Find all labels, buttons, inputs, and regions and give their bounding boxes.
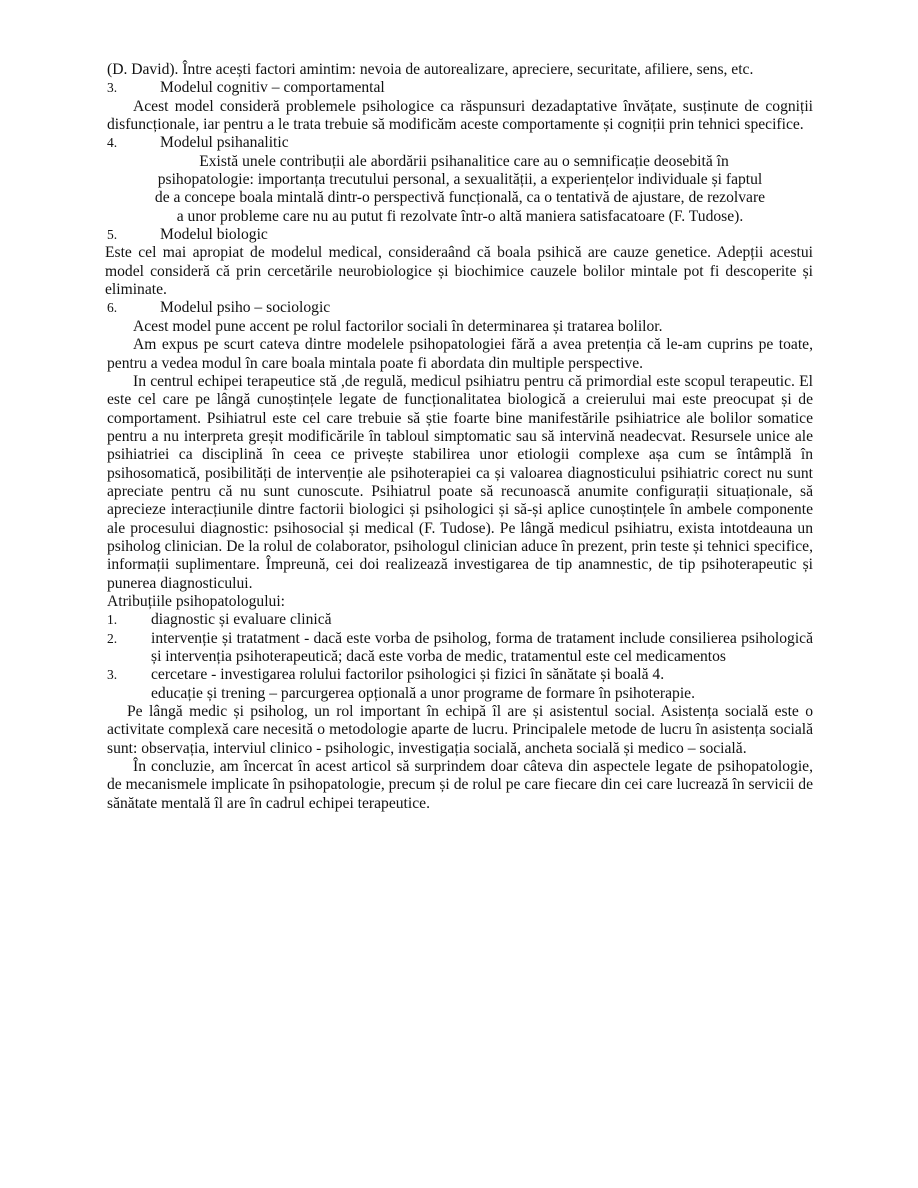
section-body: Acest model consideră problemele psihologice ca răspunsuri dezadaptative învățate, susținute de cogniții disfuncționale, iar pentru a le trata trebuie să modificăm aceste comportamente și cogniții prin tehnici specifice.	[107, 97, 813, 134]
section-title: Modelul psihanalitic	[160, 134, 289, 152]
section-title: Modelul cognitiv – comportamental	[160, 79, 385, 97]
centered-line: Există unele contribuții ale abordării psihanalitice care au o semnificație deosebită în	[199, 152, 729, 170]
section-body: Acest model pune accent pe rolul factorilor sociali în determinarea și tratarea bolilor.	[133, 317, 663, 335]
section-heading	[107, 299, 813, 317]
section-title: Modelul psiho – sociologic	[160, 299, 331, 317]
attribution-item	[107, 611, 813, 629]
centered-line: de a concepe boala mintală dintr-o perspectivă funcțională, ca o tentativă de ajustare, de rezolvare	[154, 189, 766, 207]
item-text: cercetare - investigarea rolului factorilor psihologici și fizici în sănătate și boală 4.	[151, 666, 665, 684]
section-body-centered	[107, 153, 813, 226]
centered-line: psihopatologie: importanța trecutului personal, a sexualității, a experiențelor individuale și faptul	[157, 171, 763, 189]
item-text: intervenție și tratatment - dacă este vorba de psiholog, forma de tratament include consilierea psihologică și intervenția psihoterapeutică; dacă este vorba de medic, tratamentul este cel medicamentos	[151, 629, 813, 665]
section-heading	[107, 226, 813, 244]
section-number: 6.	[107, 300, 118, 316]
team-paragraph: In centrul echipei terapeutice stă ,de regulă, medicul psihiatru pentru că primordial este scopul terapeutic. El este cel care pe lângă cunoștințele legate de funcționalitatea biologică a creierului mai este preocupat și de comportament. Psihiatrul este cel care trebuie să știe foarte bine manifestările psihiatrice ale bolilor somatice pentru a nu interpreta greșit modificările în tabloul simptomatic sau să intervină neadecvat. Resursele unice ale psihiatriei ca disciplină în ceea ce privește stabilirea unor etiologii complexe așa cum se întâmplă în psihosomatică, posibilități de intervenție ale psihoterapiei ca și valoarea diagnosticului psihiatric corect nu sunt apreciate pentru că nu sunt cunoscute. Psihiatrul poate să recunoască anumite configurații situaționale, să aprecieze interacțiunile dintre factorii biologici și psihologici și să-și aplice cunoștințele în ambele componente ale procesului diagnostic: psihosocial și medical (F. Tudose). Pe lângă medicul psihiatru, exista intotdeauna un psiholog clinician. De la rolul de colaborator, psihologul clinician aduce în prezent, prin teste și tehnici specifice, informații suplimentare. Împreună, cei doi realizează investigarea de tip anamnestic, de tip psihoterapeutic și punerea diagnosticului.	[107, 372, 813, 592]
summary-paragraph: Am expus pe scurt cateva dintre modelele psihopatologiei fără a avea pretenția că le-am cuprins pe toate, pentru a vedea modul în care boala mintala poate fi abordata din multiple perspective.	[107, 336, 813, 372]
centered-line: a unor probleme care nu au putut fi rezolvate într-o altă maniera satisfacatoare (F. Tudose).	[176, 207, 744, 225]
section-title: Modelul biologic	[160, 226, 268, 244]
item-text: diagnostic și evaluare clinică	[151, 611, 332, 629]
attribution-item	[107, 666, 813, 684]
attributions-heading: Atribuțiile psihopatologului:	[107, 592, 286, 610]
social-work-paragraph: Pe lângă medic și psiholog, un rol important în echipă îl are și asistentul social. Asistența socială este o activitate complexă care necesită o metodologie aparte de lucru. Principalele metode de lucru în asistența socială sunt: observația, interviul clinico - psihologic, investigația socială, ancheta socială și medico – socială.	[107, 703, 813, 757]
section-heading	[107, 79, 813, 97]
section-number: 4.	[107, 135, 118, 151]
section-heading	[107, 134, 813, 152]
item-number: 1.	[107, 612, 118, 628]
section-number: 5.	[107, 227, 118, 243]
attribution-continuation: educație și trening – parcurgerea opțională a unor programe de formare în psihoterapie.	[151, 684, 695, 702]
attribution-item	[107, 630, 813, 667]
conclusion-paragraph: În concluzie, am încercat în acest articol să surprindem doar câteva din aspectele legate de psihopatologie, de mecanismele implicate în psihopatologie, precum și de rolul pe care fiecare din cei care lucrează în servicii de sănătate mentală îl are în cadrul echipei terapeutice.	[107, 758, 813, 812]
document-page	[107, 61, 813, 813]
item-number: 3.	[107, 667, 118, 683]
section-body: Este cel mai apropiat de modelul medical, consideraând că boala psihică are cauze genetice. Adepții acestui model consideră că prin cercetările neurobiologice și biochimice cauzele bolilor mintale pot fi descoperite și eliminate.	[105, 244, 813, 299]
intro-paragraph: (D. David). Între acești factori amintim: nevoia de autorealizare, apreciere, securitate, afiliere, sens, etc.	[107, 61, 754, 78]
item-number: 2.	[107, 630, 118, 646]
section-number: 3.	[107, 80, 118, 96]
